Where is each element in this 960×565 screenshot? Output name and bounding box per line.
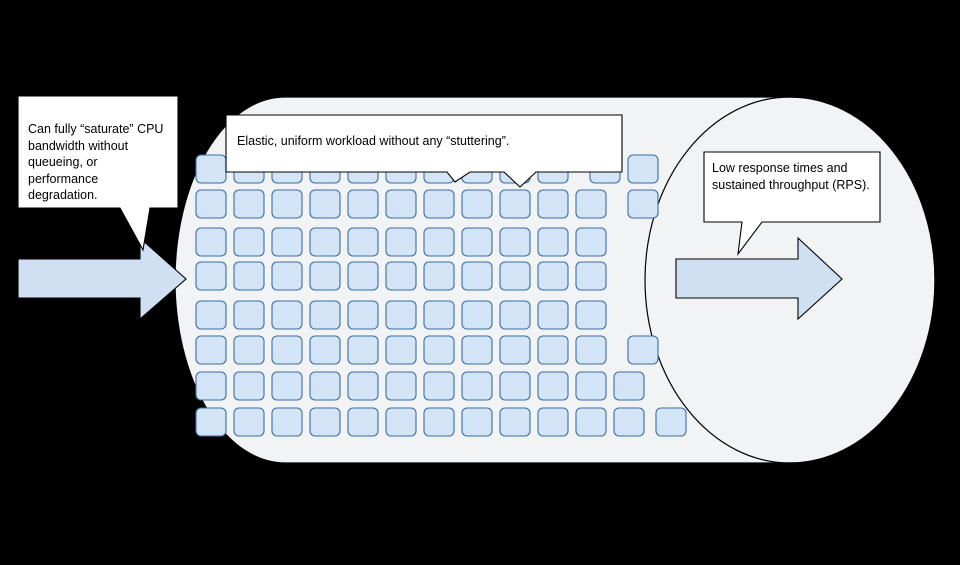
workload-cell	[500, 301, 530, 329]
workload-cell	[424, 228, 454, 256]
workload-cell	[348, 408, 378, 436]
workload-cell	[196, 336, 226, 364]
workload-cell	[462, 372, 492, 400]
workload-cell	[272, 301, 302, 329]
workload-cell	[628, 155, 658, 183]
workload-cell	[538, 301, 568, 329]
workload-cell	[234, 228, 264, 256]
workload-cell	[348, 301, 378, 329]
workload-cell	[348, 228, 378, 256]
inbound-requests-arrow	[18, 238, 186, 319]
workload-cell	[576, 336, 606, 364]
workload-cell	[196, 301, 226, 329]
workload-cell	[500, 262, 530, 290]
workload-cell	[500, 190, 530, 218]
workload-cell	[234, 262, 264, 290]
workload-cell	[576, 408, 606, 436]
workload-cell	[348, 372, 378, 400]
workload-cell	[310, 262, 340, 290]
workload-cell	[310, 372, 340, 400]
workload-cell	[196, 228, 226, 256]
workload-cell	[656, 408, 686, 436]
workload-cell	[538, 228, 568, 256]
workload-cell	[196, 190, 226, 218]
workload-cell	[196, 262, 226, 290]
workload-cell	[386, 372, 416, 400]
workload-cell	[500, 372, 530, 400]
workload-cell	[310, 228, 340, 256]
workload-cell	[310, 301, 340, 329]
workload-cell	[310, 190, 340, 218]
callout-response-throughput-label: Low response times and sustained throughput (RPS).	[712, 161, 870, 192]
workload-cell	[234, 190, 264, 218]
workload-cell	[462, 301, 492, 329]
workload-cell	[310, 408, 340, 436]
workload-cell	[576, 190, 606, 218]
workload-cell	[628, 336, 658, 364]
workload-cell	[614, 408, 644, 436]
workload-cell	[196, 408, 226, 436]
workload-cell	[272, 336, 302, 364]
workload-cell	[348, 262, 378, 290]
workload-cell	[424, 372, 454, 400]
workload-cell	[538, 408, 568, 436]
workload-cell	[196, 155, 226, 183]
workload-cell	[272, 408, 302, 436]
workload-cell	[500, 336, 530, 364]
callout-elastic-workload-label: Elastic, uniform workload without any “stuttering”.	[237, 134, 510, 148]
workload-cell	[500, 228, 530, 256]
workload-cell	[424, 336, 454, 364]
workload-cell	[348, 190, 378, 218]
workload-cell	[272, 262, 302, 290]
workload-cell	[424, 190, 454, 218]
workload-cell	[386, 190, 416, 218]
workload-cell	[538, 336, 568, 364]
workload-cell	[386, 262, 416, 290]
workload-cell	[424, 262, 454, 290]
workload-cell	[386, 228, 416, 256]
workload-cell	[538, 190, 568, 218]
workload-cell	[576, 372, 606, 400]
workload-cell	[196, 372, 226, 400]
callout-cpu-saturation-label: Can fully “saturate” CPU bandwidth without queueing, or performance degradation.	[28, 122, 164, 202]
workload-cell	[234, 301, 264, 329]
workload-cell	[272, 228, 302, 256]
workload-cell	[462, 408, 492, 436]
workload-cell	[462, 336, 492, 364]
workload-cell	[424, 408, 454, 436]
workload-cell	[500, 408, 530, 436]
workload-cell	[234, 408, 264, 436]
workload-cell	[272, 372, 302, 400]
workload-cell	[386, 301, 416, 329]
workload-cell	[462, 190, 492, 218]
workload-cell	[272, 190, 302, 218]
workload-cell	[462, 262, 492, 290]
workload-cell	[234, 336, 264, 364]
workload-cell	[538, 372, 568, 400]
workload-cell	[576, 228, 606, 256]
workload-cell	[538, 262, 568, 290]
workload-cell	[234, 372, 264, 400]
workload-cell	[614, 372, 644, 400]
workload-cell	[348, 336, 378, 364]
workload-cell	[576, 301, 606, 329]
workload-cell	[424, 301, 454, 329]
workload-cell	[386, 336, 416, 364]
workload-cell	[628, 190, 658, 218]
workload-cell	[386, 408, 416, 436]
workload-cell	[462, 228, 492, 256]
workload-cell	[310, 336, 340, 364]
workload-cell	[576, 262, 606, 290]
